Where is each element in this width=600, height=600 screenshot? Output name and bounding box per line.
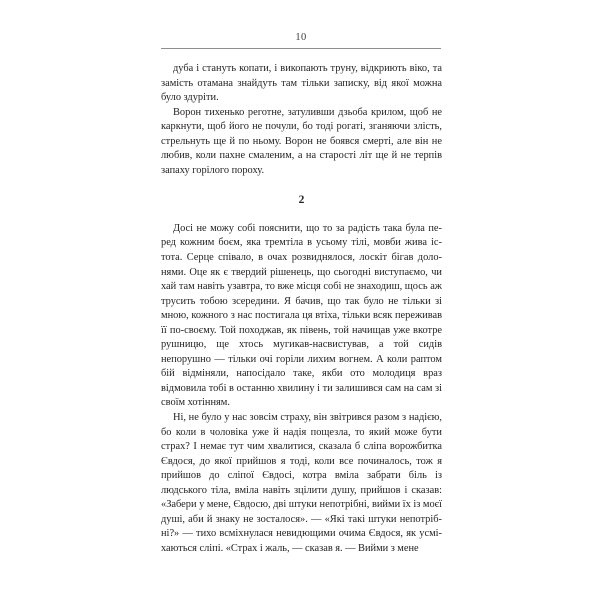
header-rule (161, 48, 441, 49)
page-header (161, 33, 441, 49)
page-number: 10 (295, 32, 307, 43)
paragraph-raven: Ворон тихенько реготне, затуливши дзьоба крилом, щоб не каркнути, щоб його не почули, бо тоді рогаті, зганяючи злість, стрельнуть ще й по ньому. Ворон не боявся смерті, але він не любив, коли пахне смаленим, а на старості літ ще й не терпів запаху горілого пороху. (161, 106, 442, 176)
paragraph-continued-grave: дуба і стануть копати, і викопають труну, відкриють віко, та замість отамана знайдуть там тільки записку, від якої можна було здуріти. (161, 63, 442, 104)
section-number: 2 (298, 193, 305, 206)
paragraph-joy-before-battle: Досі не можу собі пояснити, що то за радість така була перед кожним боєм, яка тремтіла в усьому тілі, мовби жива істота. Серце співало, в очах розвиднялося, лоскіт бігав долонями. Оце як є твердий рішенець, що сьогодні виступаємо, чи хай там навіть узавтра, то вже місця собі не знаходиш, щось аж трусить тобою зсередини. Я бачив, що так було не тільки зі мною, кожного з нас постигала ця втіха, тільки всяк переживав її по-своєму. Той походжав, як півень, той начищав уже вкотре рушницю, ще хтось мугикав-насвистував, а той сидів непорушно — тільки очі горіли лихим вогнем. А коли раптом бій відміняли, напосідало таке, якби ото молодиця враз відмовила тобі в останню хвилину і ти залишився сам на сам зі своїм хотінням. (161, 222, 442, 409)
text-block (161, 62, 442, 557)
paragraph-fear: Ні, не було у нас зовсім страху, він звітрився разом з надією, бо коли в чоловіка уже й надія пощезла, то який може бути страх? І немає тут чим хвалитися, сказала б сліпа ворожбитка Євдося, до якої прийшов я тоді, коли все починалось, тож я прийшов до сліпої Євдосі, котра вміла забрати біль із людського тіла, вміла навіть зцілити душу, прийшов і сказав: «Забери у мене, Євдосю, дві штуки непотрібні, вийми їх із моєї душі, аби й знаку не зосталося». — «Які такі штуки непотрібні?» — тихо всміхнулася невидющими очима Євдося, як усміхаються сліпі. «Страх і жаль, — сказав я. — Вийми з мене (161, 412, 442, 554)
